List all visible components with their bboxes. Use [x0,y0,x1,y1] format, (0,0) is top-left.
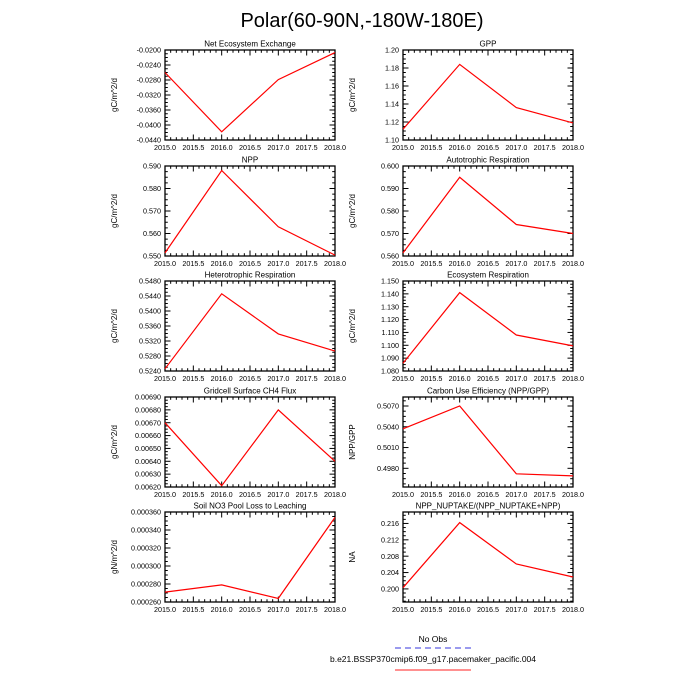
chart-heterotrophic-respiration [110,271,346,384]
x-tick-label: 2017.5 [533,143,556,152]
chart-title: Ecosystem Respiration [447,270,529,280]
y-tick-label: -0.0320 [136,90,161,100]
y-tick-label: 1.100 [381,340,399,350]
x-tick-label: 2015.5 [420,143,443,152]
x-tick-label: 2016.5 [239,490,261,499]
plot-frame [165,397,335,487]
x-tick-label: 2017.5 [533,374,556,383]
x-tick-label: 2016.5 [239,374,261,383]
legend-no-obs-line [395,647,471,649]
y-tick-label: 0.560 [381,251,399,261]
x-tick-label: 2015.0 [154,374,176,383]
x-tick-label: 2016.5 [239,259,261,268]
data-line [165,294,335,369]
y-tick-label: 0.570 [381,229,399,239]
x-tick-label: 2015.5 [420,374,443,383]
x-tick-label: 2016.5 [477,490,499,499]
x-tick-label: 2016.0 [210,374,233,383]
y-tick-label: 1.090 [381,353,399,363]
chart-title: NPP_NUPTAKE/(NPP_NUPTAKE+NPP) [415,501,561,511]
x-tick-label: 2017.5 [533,259,556,268]
x-tick-label: 2017.0 [505,259,528,268]
x-tick-label: 2016.0 [210,605,233,614]
x-tick-label: 2017.5 [295,374,318,383]
y-axis-label: NPP/GPP [348,424,357,460]
y-tick-label: 1.10 [385,135,399,145]
y-tick-label: 1.130 [381,302,399,312]
y-tick-label: 0.590 [143,161,161,171]
y-tick-label: 0.00620 [135,482,161,492]
y-tick-label: 0.000260 [131,597,161,607]
x-tick-label: 2017.0 [267,490,290,499]
y-tick-label: 0.5280 [139,351,161,361]
x-tick-label: 2017.0 [267,143,290,152]
y-tick-label: 0.5240 [139,366,161,376]
y-axis-label: gC/m^2/d [348,194,357,228]
chart-title: GPP [479,39,497,49]
x-tick-label: 2015.0 [154,143,176,152]
data-line [165,171,335,256]
x-tick-label: 2017.0 [267,605,290,614]
y-tick-label: 1.080 [381,366,399,376]
chart-npp-nuptake-npp-nuptake-npp [348,502,584,615]
x-tick-label: 2017.5 [295,605,318,614]
chart-ecosystem-respiration [348,271,584,384]
chart-gridcell-surface-ch4-flux [110,387,346,500]
x-tick-label: 2015.5 [182,374,205,383]
y-tick-label: 0.208 [381,551,399,561]
x-tick-label: 2018.0 [324,259,346,268]
y-tick-label: -0.0440 [136,135,161,145]
y-tick-label: 1.140 [381,289,399,299]
y-tick-label: -0.0240 [136,60,161,70]
y-tick-label: 0.000340 [131,525,161,535]
y-tick-label: 0.5480 [139,276,161,286]
y-tick-label: -0.0360 [136,105,161,115]
x-tick-label: 2016.5 [477,605,499,614]
y-tick-label: 0.00640 [135,456,161,466]
x-tick-label: 2018.0 [562,605,584,614]
y-tick-label: 0.5360 [139,321,161,331]
y-tick-label: 0.580 [143,184,161,194]
y-tick-label: 0.204 [381,568,399,578]
x-tick-label: 2016.0 [210,259,233,268]
chart-title: Net Ecosystem Exchange [204,39,296,49]
y-tick-label: 0.5320 [139,336,161,346]
legend-case-line [395,669,471,671]
x-tick-label: 2015.5 [182,490,205,499]
x-tick-label: 2015.5 [420,490,443,499]
x-tick-label: 2017.0 [505,143,528,152]
plot-frame [403,512,573,602]
plot-frame [165,50,335,140]
y-tick-label: 0.216 [381,519,399,529]
y-tick-label: 0.560 [143,229,161,239]
y-tick-label: 0.5040 [377,422,399,432]
x-tick-label: 2017.0 [267,259,290,268]
plot-frame [403,166,573,256]
y-tick-label: 0.000300 [131,561,161,571]
x-tick-label: 2015.0 [392,374,414,383]
chart-title: NPP [241,155,259,165]
x-tick-label: 2018.0 [324,605,346,614]
y-tick-label: 0.00670 [135,418,161,428]
data-line [165,517,335,598]
y-axis-label: NA [348,551,357,563]
chart-gpp [348,40,584,153]
y-tick-label: 1.16 [385,81,399,91]
chart-net-ecosystem-exchange [110,40,346,153]
chart-npp [110,156,346,269]
x-tick-label: 2015.5 [420,259,443,268]
y-tick-label: 0.5010 [377,443,399,453]
x-tick-label: 2015.0 [392,259,414,268]
y-tick-label: 1.150 [381,276,399,286]
data-line [403,406,573,476]
x-tick-label: 2016.0 [210,143,233,152]
x-tick-label: 2017.5 [533,605,556,614]
y-axis-label: gC/m^2/d [110,194,119,228]
x-tick-label: 2015.5 [182,605,205,614]
x-tick-label: 2017.5 [533,490,556,499]
y-tick-label: 0.5440 [139,291,161,301]
x-tick-label: 2016.5 [477,259,499,268]
y-tick-label: 0.000360 [131,507,161,517]
y-tick-label: 0.000280 [131,579,161,589]
x-tick-label: 2016.5 [239,143,261,152]
data-line [403,523,573,588]
y-tick-label: 1.14 [385,99,399,109]
plot-frame [403,397,573,487]
y-axis-label: gC/m^2/d [348,78,357,112]
y-tick-label: 0.00650 [135,444,161,454]
y-tick-label: 1.120 [381,315,399,325]
legend [330,634,536,671]
x-tick-label: 2015.0 [392,143,414,152]
y-tick-label: 0.00690 [135,392,161,402]
plot-frame [165,281,335,371]
x-tick-label: 2018.0 [324,374,346,383]
x-tick-label: 2015.0 [154,490,176,499]
x-tick-label: 2017.0 [505,374,528,383]
x-tick-label: 2018.0 [324,490,346,499]
x-tick-label: 2018.0 [562,143,584,152]
x-tick-label: 2016.0 [448,490,471,499]
y-tick-label: 0.590 [381,184,399,194]
chart-soil-no3-pool-loss-to-leaching [110,502,346,615]
x-tick-label: 2015.5 [182,143,205,152]
x-tick-label: 2018.0 [562,490,584,499]
y-tick-label: 1.18 [385,63,399,73]
y-axis-label: gC/m^2/d [110,425,119,459]
y-axis-label: gN/m^2/d [110,540,119,574]
x-tick-label: 2017.5 [295,490,318,499]
data-line [403,293,573,364]
y-tick-label: 0.4980 [377,463,399,473]
legend-case-label: b.e21.BSSP370cmip6.f09_g17.pacemaker_pacific.004 [329,654,537,664]
x-tick-label: 2017.0 [267,374,290,383]
y-tick-label: 1.110 [381,328,399,338]
page-title: Polar(60-90N,-180W-180E) [240,10,484,32]
plot-frame [403,281,573,371]
y-tick-label: 0.570 [143,206,161,216]
x-tick-label: 2016.5 [239,605,261,614]
data-line [165,53,335,132]
x-tick-label: 2016.0 [448,605,471,614]
y-tick-label: -0.0280 [136,75,161,85]
y-tick-label: 0.5400 [139,306,161,316]
data-line [403,177,573,253]
x-tick-label: 2017.5 [295,143,318,152]
x-tick-label: 2016.0 [210,490,233,499]
chart-title: Heterotrophic Respiration [204,270,296,280]
y-tick-label: 0.00680 [135,405,161,415]
legend-no-obs-label: No Obs [418,634,448,644]
chart-carbon-use-efficiency-npp-gpp [348,387,584,500]
x-tick-label: 2016.0 [448,374,471,383]
x-tick-label: 2018.0 [562,259,584,268]
data-line [403,64,573,129]
x-tick-label: 2015.5 [182,259,205,268]
x-tick-label: 2017.0 [505,605,528,614]
y-axis-label: gC/m^2/d [110,309,119,343]
x-tick-label: 2015.0 [154,605,176,614]
y-tick-label: 0.212 [381,535,399,545]
y-tick-label: 0.200 [381,584,399,594]
x-tick-label: 2018.0 [324,143,346,152]
y-tick-label: 1.12 [385,117,399,127]
x-tick-label: 2015.0 [392,490,414,499]
chart-title: Gridcell Surface CH4 Flux [203,386,297,396]
y-tick-label: -0.0200 [136,45,161,55]
data-line [165,410,335,486]
y-tick-label: 0.00630 [135,469,161,479]
chart-title: Autotrophic Respiration [446,155,530,165]
chart-title: Soil NO3 Pool Loss to Leaching [193,501,307,511]
y-tick-label: 0.600 [381,161,399,171]
y-tick-label: -0.0400 [136,120,161,130]
y-tick-label: 0.00660 [135,431,161,441]
x-tick-label: 2016.5 [477,374,499,383]
x-tick-label: 2016.0 [448,259,471,268]
y-tick-label: 0.5070 [377,401,399,411]
plot-frame [403,50,573,140]
x-tick-label: 2017.0 [505,490,528,499]
x-tick-label: 2018.0 [562,374,584,383]
y-tick-label: 0.550 [143,251,161,261]
x-tick-label: 2017.5 [295,259,318,268]
x-tick-label: 2015.0 [392,605,414,614]
x-tick-label: 2015.0 [154,259,176,268]
x-tick-label: 2016.0 [448,143,471,152]
x-tick-label: 2015.5 [420,605,443,614]
chart-title: Carbon Use Efficiency (NPP/GPP) [426,386,550,396]
y-tick-label: 1.20 [385,45,399,55]
y-tick-label: 0.580 [381,206,399,216]
y-axis-label: gC/m^2/d [348,309,357,343]
y-axis-label: gC/m^2/d [110,78,119,112]
y-tick-label: 0.000320 [131,543,161,553]
x-tick-label: 2016.5 [477,143,499,152]
chart-autotrophic-respiration [348,156,584,269]
